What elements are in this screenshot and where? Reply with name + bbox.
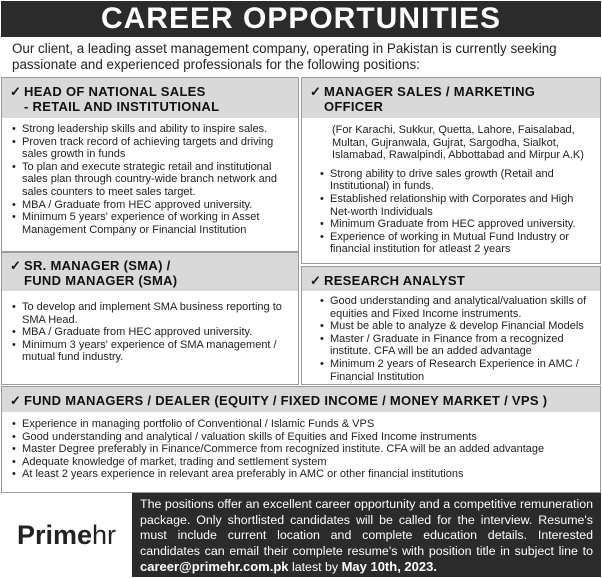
list-item: • Strong leadership skills and ability to inspire sales.	[10, 123, 292, 136]
position-subtitle: OFFICER	[324, 99, 384, 114]
list-item: • At least 2 years experience in relevant area preferably in AMC or other financial institutions	[10, 468, 594, 481]
list-item: • MBA / Graduate from HEC approved university.	[10, 326, 292, 339]
position-research-analyst	[301, 266, 601, 385]
position-sr-manager-sma	[1, 252, 299, 385]
list-item: • Good understanding and analytical/valuation skills of equities and Fixed Income instruments.	[318, 295, 594, 320]
requirements-list	[2, 412, 600, 481]
list-item: • Experience of working in Mutual Fund Industry or financial institution for atleast 2 years	[318, 231, 594, 256]
intro-text: Our client, a leading asset management company, operating in Pakistan is currently seeking passionate and experienced professionals for the following positions:	[12, 41, 557, 72]
list-item: • Master Degree preferably in Finance/Commerce from recognized institute. CFA will be an added advantage	[10, 443, 594, 456]
list-item: • To develop and implement SMA business reporting to SMA Head.	[10, 301, 292, 326]
position-subtitle: - RETAIL AND INSTITUTIONAL	[24, 99, 220, 114]
check-icon: ✓	[10, 393, 22, 408]
contact-email[interactable]: career@primehr.com.pk	[140, 559, 289, 574]
requirements-list	[302, 162, 600, 256]
list-item: • Good understanding and analytical / valuation skills of Equities and Fixed Income instruments	[10, 431, 594, 444]
requirements-list	[302, 291, 600, 383]
position-subtitle: FUND MANAGER (SMA)	[24, 273, 178, 288]
list-item: • To plan and execute strategic retail and institutional sales plan through country-wide branch network and sales counters to meet sales target.	[10, 161, 292, 199]
footer-body: The positions offer an excellent career opportunity and a competitive remuneration package. Only shortlisted candidates will be called for the interview. Resume's must include current location and complete education details. Interested candidates can email their complete resume's with position title in subject line to	[140, 497, 593, 558]
list-item: • Must be able to analyze & develop Financial Models	[318, 320, 594, 333]
list-item: • Master / Graduate in Finance from a recognized institute. CFA will be an added advantage	[318, 333, 594, 358]
check-icon: ✓	[310, 273, 322, 288]
position-title: RESEARCH ANALYST	[324, 273, 466, 288]
deadline-date: May 10th, 2023.	[341, 559, 437, 574]
list-item: • Established relationship with Corporates and High Net-worth Individuals	[318, 193, 594, 218]
position-header	[302, 267, 600, 291]
list-item: • Strong ability to drive sales growth (Retail and Institutional) in funds.	[318, 168, 594, 193]
footer-text	[132, 493, 601, 577]
requirements-list	[2, 118, 298, 236]
position-header	[302, 78, 600, 118]
position-fund-managers-dealer	[1, 386, 601, 493]
position-title: MANAGER SALES / MARKETING	[324, 84, 536, 99]
footer-body-mid: latest by	[288, 560, 342, 574]
list-item: • Minimum 2 years of Research Experience in AMC / Financial Institution	[318, 358, 594, 383]
logo-text-light: hr	[92, 519, 117, 550]
list-item: • Minimum 5 years' experience of working in Asset Management Company or Financial Institution	[10, 211, 292, 236]
requirements-list	[2, 291, 298, 364]
page-title: CAREER OPPORTUNITIES	[1, 1, 601, 37]
check-icon: ✓	[10, 84, 22, 99]
logo-text-bold: Prime	[16, 519, 93, 550]
position-header	[2, 78, 298, 118]
list-item: • Adequate knowledge of market, trading and settlement system	[10, 456, 594, 469]
check-icon: ✓	[10, 258, 22, 273]
position-head-national-sales	[1, 77, 299, 252]
list-item: • MBA / Graduate from HEC approved university.	[10, 199, 292, 212]
position-title: SR. MANAGER (SMA) /	[24, 258, 171, 273]
list-item: • Experience in managing portfolio of Conventional / Islamic Funds & VPS	[10, 418, 594, 431]
list-item: • Minimum 3 years' experience of SMA management / mutual fund industry.	[10, 339, 292, 364]
list-item: • Minimum Graduate from HEC approved university.	[318, 218, 594, 231]
primehr-logo	[1, 493, 132, 577]
position-title: HEAD OF NATIONAL SALES	[24, 84, 206, 99]
position-manager-sales-marketing	[301, 77, 601, 264]
locations-text: (For Karachi, Sukkur, Quetta, Lahore, Faisalabad, Multan, Gujranwala, Gujrat, Sargodha, Sialkot, Islamabad, Rawalpindi, Abbottabad and Mirpur A.K)	[332, 124, 584, 162]
position-header	[2, 253, 298, 291]
list-item: • Proven track record of achieving targets and driving sales growth in funds	[10, 136, 292, 161]
footer	[1, 493, 601, 577]
check-icon: ✓	[310, 84, 322, 99]
position-title: FUND MANAGERS / DEALER (EQUITY / FIXED INCOME / MONEY MARKET / VPS )	[24, 393, 548, 408]
position-header	[2, 387, 600, 412]
